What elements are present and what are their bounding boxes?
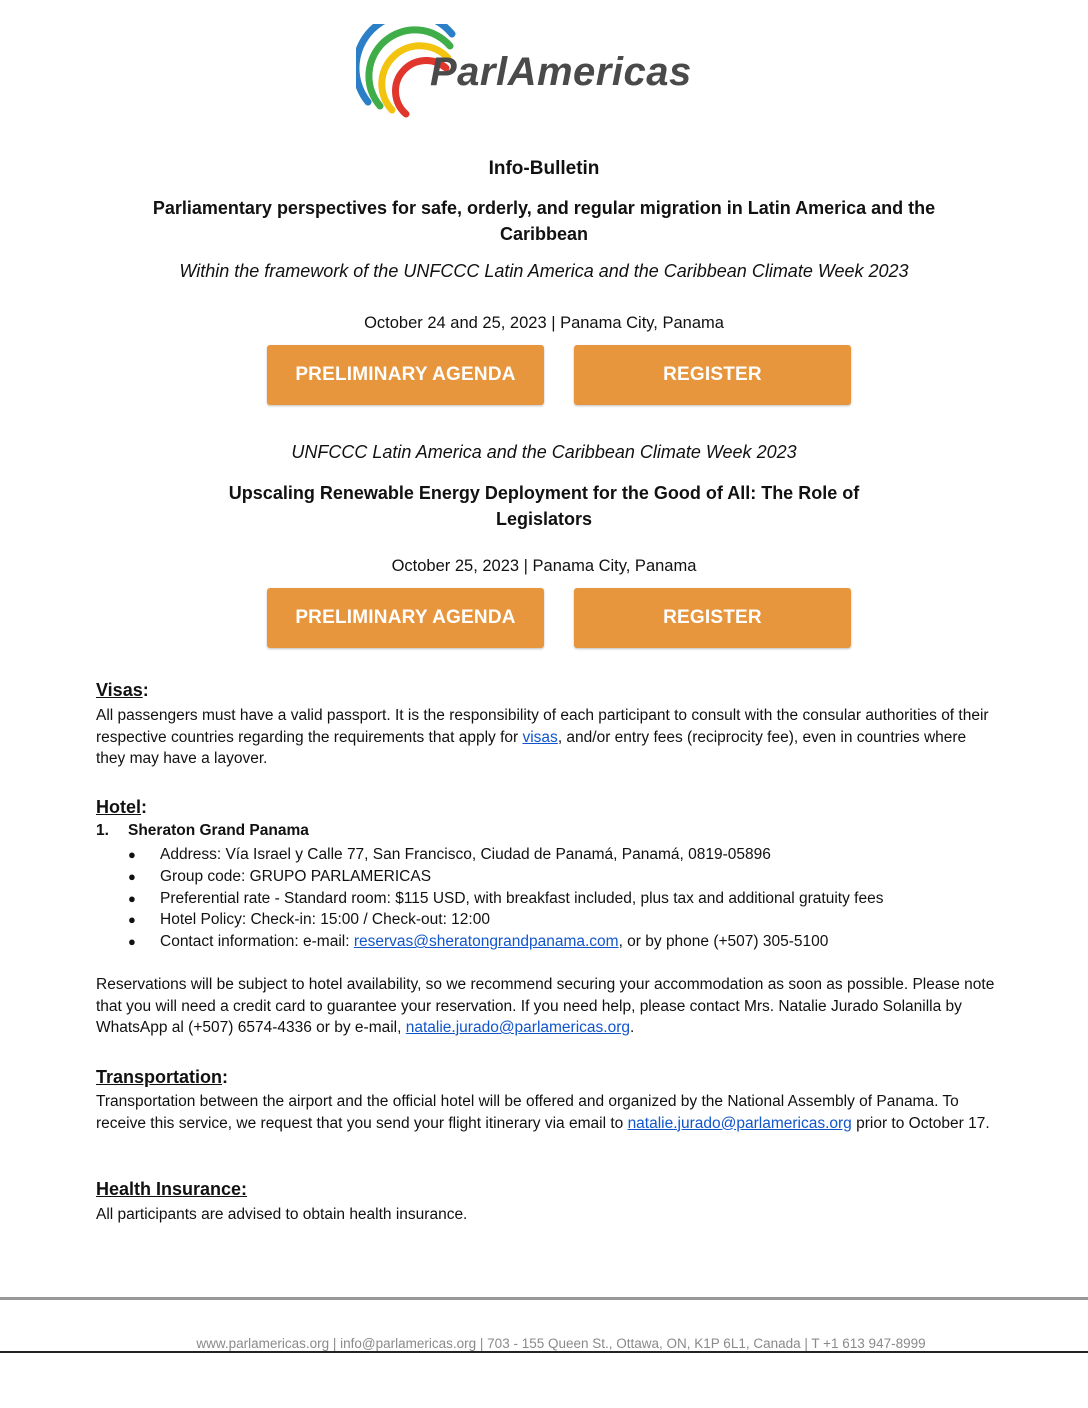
event2-title: Upscaling Renewable Energy Deployment for the Good of All: The Role of Legislators (228, 483, 860, 529)
hotel-group-code: ● Group code: GRUPO PARLAMERICAS (128, 867, 432, 885)
event2-date: October 25, 2023 | Panama City, Panama (391, 557, 697, 575)
event1-agenda-button[interactable]: PRELIMINARY AGENDA (267, 345, 544, 405)
hotel-rate: ● Preferential rate - Standard room: $115 USD, with breakfast included, plus tax and additional gratuity fees (128, 889, 884, 907)
parlamericas-logo (356, 24, 716, 128)
bulletin-title: Info-Bulletin (488, 158, 600, 179)
natalie-email-link[interactable]: natalie.jurado@parlamericas.org (405, 1019, 630, 1036)
logo-wordmark: ParlAmericas (430, 50, 692, 94)
hotel-note: Reservations will be subject to hotel availability, so we recommend securing your accommodation as soon as possible. Please note that you will need a credit card to guarantee your reservation. If you need help, please contact Mrs. Natalie Jurado Solanilla by WhatsApp al (+507) 6574-4336 or by e-mail, natalie.jurado@parlamericas.org. (96, 976, 995, 1036)
transportation-email-link[interactable]: natalie.jurado@parlamericas.org (627, 1114, 852, 1132)
event1-framework: Within the framework of the UNFCCC Latin America and the Caribbean Climate Week 2023 (179, 261, 909, 281)
hotel-details-list (126, 844, 883, 953)
event1-title: Parliamentary perspectives for safe, orderly, and regular migration in Latin America and the Caribbean (152, 198, 936, 244)
event2-agenda-button[interactable]: PRELIMINARY AGENDA (267, 588, 544, 648)
hotel-contact: ● Contact information: e-mail: reservas@sheratongrandpanama.com, or by phone (+507) 305-5100 (128, 933, 829, 951)
transportation-text: Transportation between the airport and the official hotel will be offered and organized by the National Assembly of Panama. To receive this service, we request that you send your flight itinerary via email to natalie.jurado@parlamericas.org prior to October 17. (96, 1093, 990, 1132)
footer-bottom-rule (0, 1351, 1088, 1353)
health-heading: Health Insurance: (96, 1179, 248, 1199)
visas-text: All passengers must have a valid passport. It is the responsibility of each participant to consult with the consular authorities of their respective countries regarding the requirements that apply for visas, and/or entry fees (reciprocity fee), even in countries where they may have a layover. (96, 707, 989, 767)
event2-series: UNFCCC Latin America and the Caribbean Climate Week 2023 (291, 442, 797, 462)
event2-register-button[interactable]: REGISTER (574, 588, 851, 648)
visas-heading: Visas: (96, 680, 149, 700)
hotel-email-link[interactable]: reservas@sheratongrandpanama.com (353, 933, 619, 951)
footer-divider (0, 1297, 1088, 1300)
hotel-policy: ● Hotel Policy: Check-in: 15:00 / Check-out: 12:00 (128, 911, 490, 929)
hotel-name: 1. Sheraton Grand Panama (96, 822, 309, 839)
event1-date: October 24 and 25, 2023 | Panama City, Panama (364, 314, 724, 332)
footer-contact: www.parlamericas.org | info@parlamericas.org | 703 - 155 Queen St., Ottawa, ON, K1P 6L1, Canada | T +1 613 947-8999 (196, 1336, 926, 1351)
event1-register-button[interactable]: REGISTER (574, 345, 851, 405)
health-text: All participants are advised to obtain health insurance. (96, 1206, 468, 1223)
visas-link[interactable]: visas (522, 728, 558, 746)
hotel-heading: Hotel: (96, 797, 147, 817)
transportation-heading: Transportation: (96, 1067, 229, 1087)
hotel-address: ● Address: Vía Israel y Calle 77, San Francisco, Ciudad de Panamá, Panamá, 0819-05896 (128, 846, 771, 863)
